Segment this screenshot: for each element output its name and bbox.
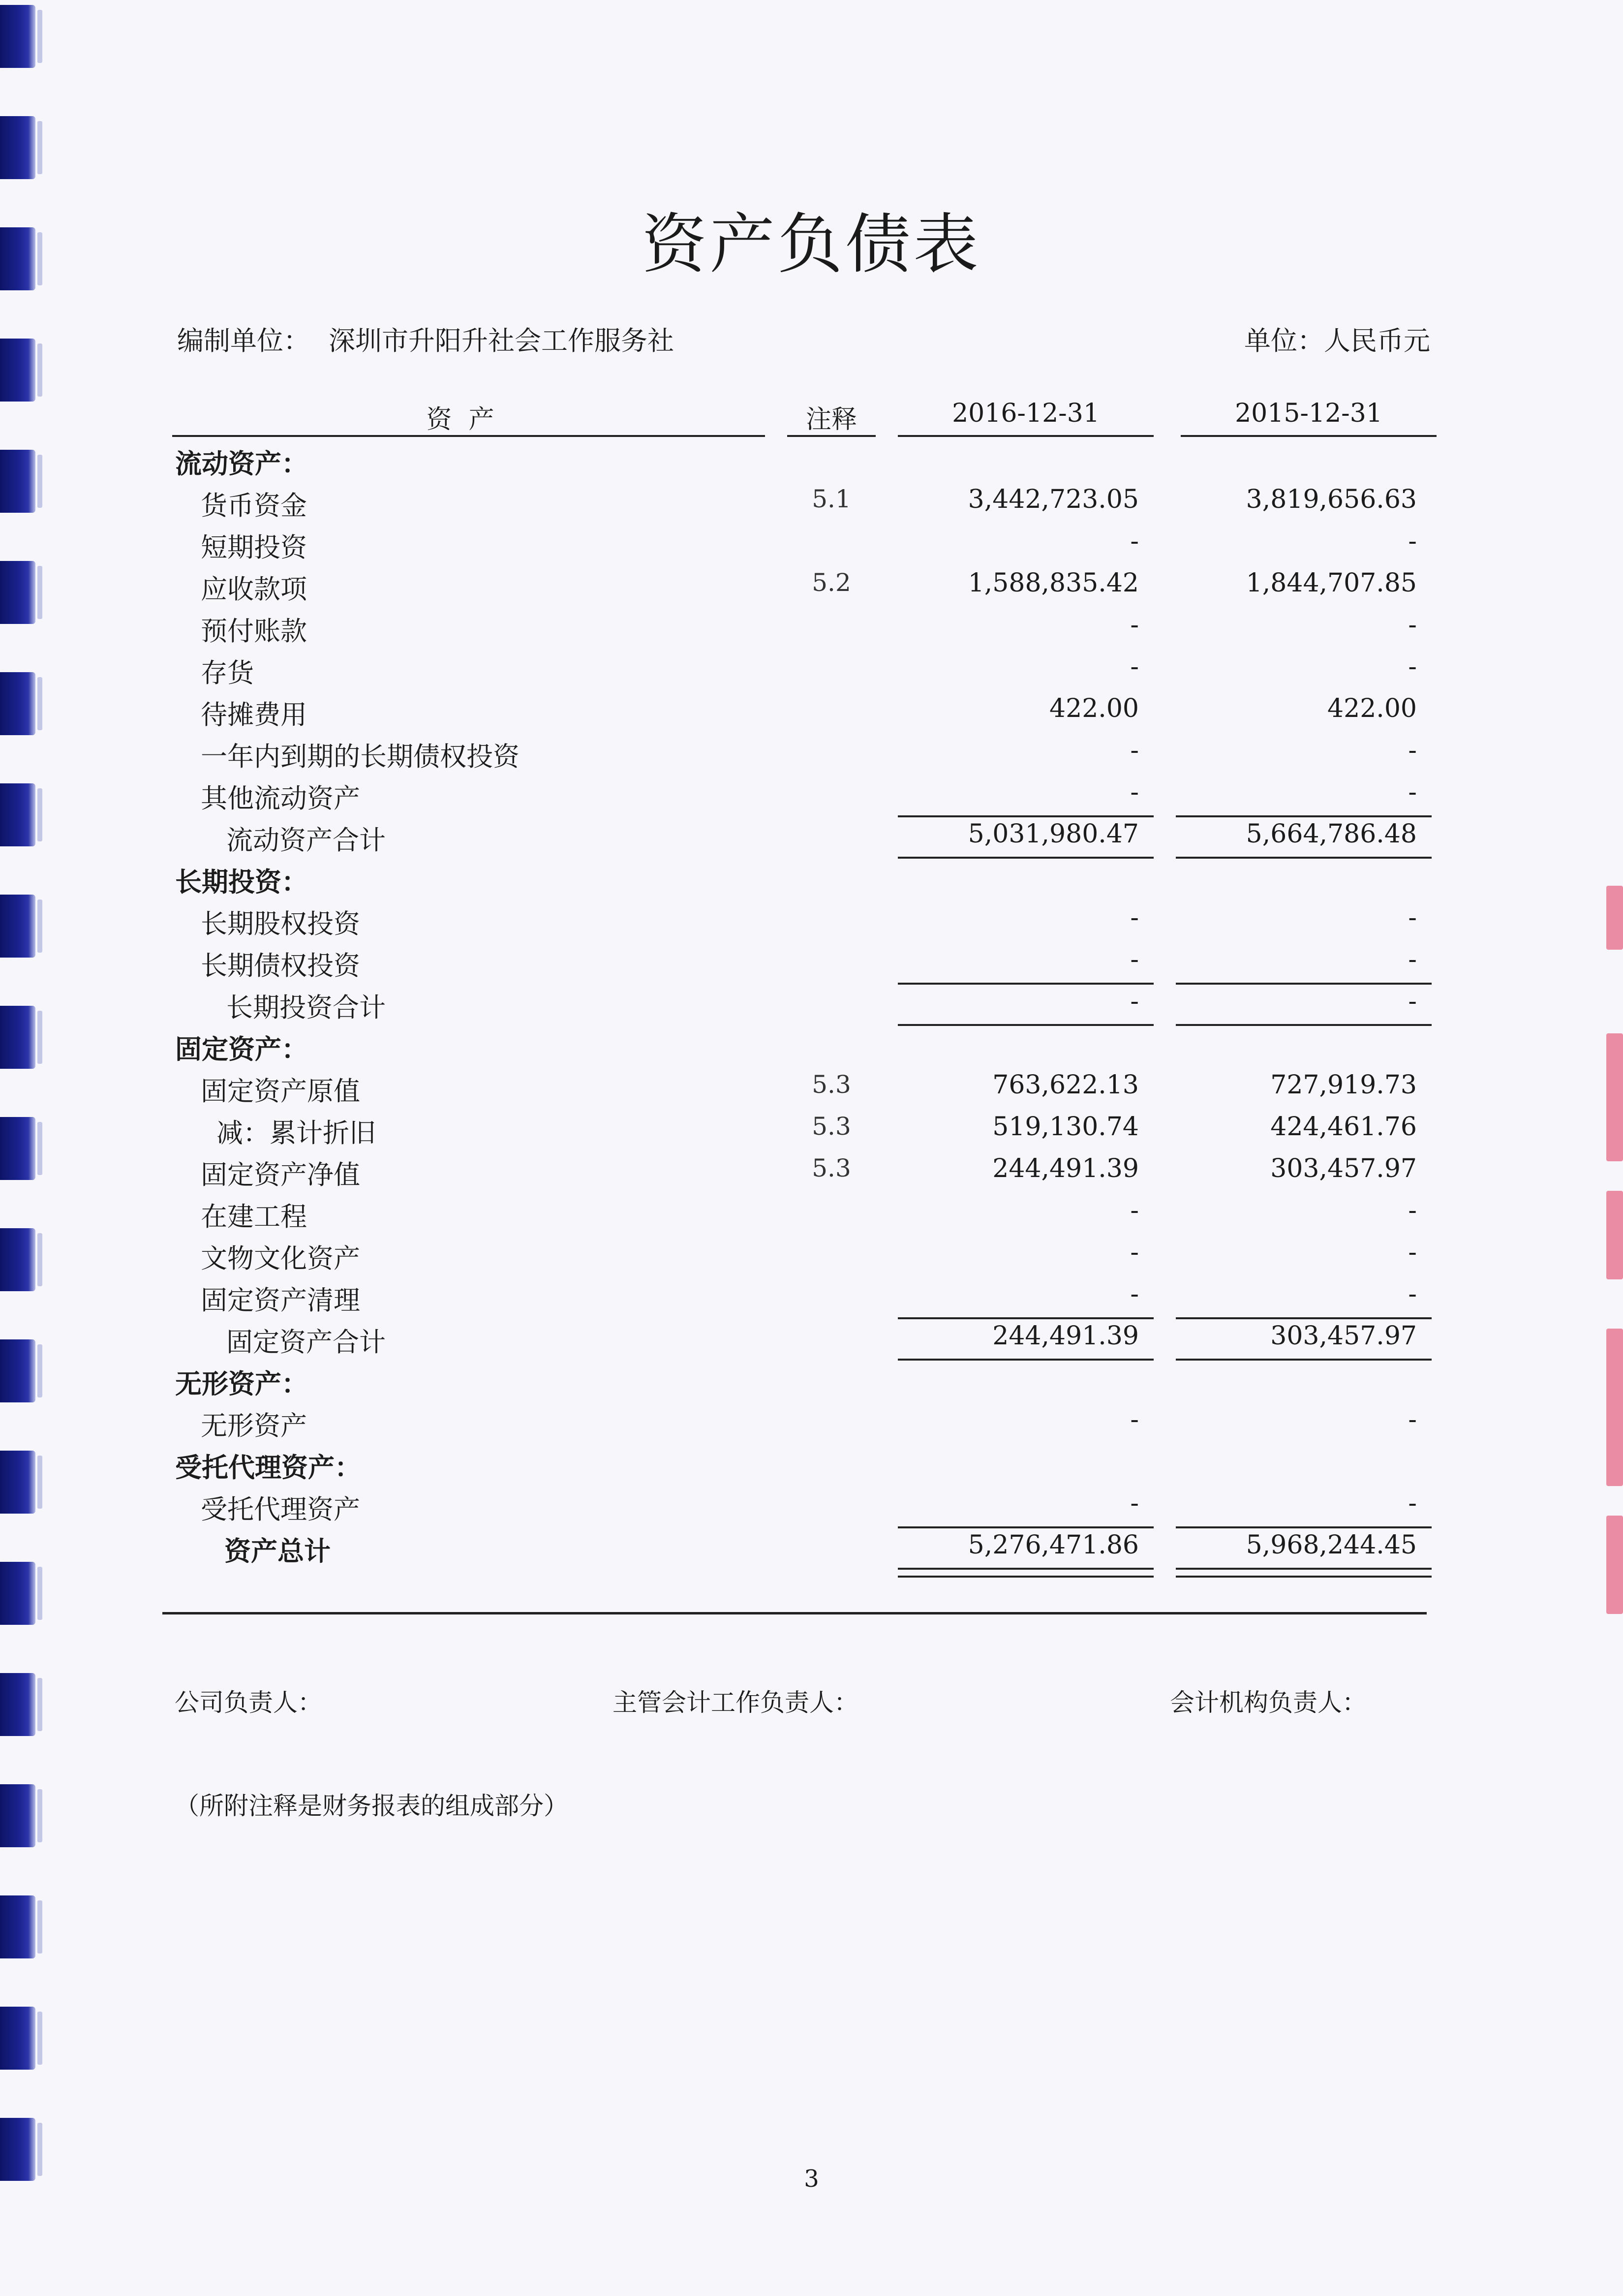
total-double-rule <box>1176 1568 1432 1578</box>
signature-accounting-head: 主管会计工作负责人： <box>612 1688 858 1717</box>
binding-hole <box>0 339 35 402</box>
section-heading: 流动资产： <box>175 448 308 479</box>
value-2015: - <box>1408 610 1417 640</box>
row-label: 短期投资 <box>201 532 307 563</box>
preparer-info <box>177 320 674 358</box>
value-2016: 5,276,471.86 <box>968 1530 1139 1560</box>
column-header-assets: 资产 <box>426 405 511 434</box>
row-note: 5.2 <box>812 568 851 597</box>
value-2015: - <box>1408 527 1417 556</box>
binding-hole <box>0 1562 35 1625</box>
row-note: 5.3 <box>812 1112 851 1141</box>
row-label: 固定资产原值 <box>201 1076 360 1107</box>
table-row <box>0 443 1623 482</box>
unit-value: 人民币元 <box>1324 325 1430 356</box>
currency-unit <box>1244 320 1430 358</box>
value-2016: - <box>1130 1196 1139 1225</box>
value-2016: - <box>1130 987 1139 1016</box>
table-row <box>0 1070 1623 1110</box>
row-label: 资产总计 <box>224 1535 331 1567</box>
value-2015: 303,457.97 <box>1270 1321 1417 1351</box>
value-2015: 424,461.76 <box>1270 1112 1417 1142</box>
value-2016: 422.00 <box>1049 694 1139 723</box>
value-2015: - <box>1408 777 1417 807</box>
table-row <box>0 819 1623 859</box>
table-row <box>0 527 1623 566</box>
binding-hole <box>0 1673 35 1736</box>
section-heading: 无形资产： <box>175 1368 308 1399</box>
row-note: 5.3 <box>812 1154 851 1182</box>
unit-label: 单位： <box>1244 325 1324 356</box>
row-label: 货币资金 <box>201 490 307 521</box>
row-label: 长期投资合计 <box>226 992 386 1023</box>
row-label: 长期股权投资 <box>201 908 360 939</box>
column-header-2016: 2016-12-31 <box>952 399 1100 428</box>
value-2016: - <box>1130 1279 1139 1309</box>
value-2016: 763,622.13 <box>992 1070 1139 1100</box>
subtotal-underline <box>898 1024 1154 1026</box>
value-2015: 1,844,707.85 <box>1246 568 1417 598</box>
value-2015: - <box>1408 903 1417 932</box>
table-row <box>0 568 1623 608</box>
subtotal-underline <box>1176 1359 1432 1361</box>
row-label: 一年内到期的长期债权投资 <box>201 741 520 772</box>
subtotal-rule <box>898 1526 1154 1528</box>
value-2016: 1,588,835.42 <box>968 568 1139 598</box>
value-2016: - <box>1130 652 1139 682</box>
value-2016: 5,031,980.47 <box>968 819 1139 849</box>
row-label: 无形资产 <box>201 1410 307 1441</box>
binding-hole <box>0 5 35 68</box>
row-note: 5.1 <box>812 485 851 513</box>
table-row <box>0 736 1623 775</box>
value-2015: 727,919.73 <box>1270 1070 1417 1100</box>
row-label: 其他流动资产 <box>201 783 360 814</box>
value-2016: 3,442,723.05 <box>968 485 1139 514</box>
footnote: （所附注释是财务报表的组成部分） <box>175 1792 568 1820</box>
value-2015: - <box>1408 987 1417 1016</box>
value-2016: - <box>1130 777 1139 807</box>
header-underline <box>172 435 765 437</box>
binding-hole <box>0 1895 35 1958</box>
value-2015: - <box>1408 652 1417 682</box>
table-row <box>0 1154 1623 1193</box>
row-label: 预付账款 <box>201 616 307 647</box>
subtotal-underline <box>898 857 1154 859</box>
value-2015: - <box>1408 736 1417 765</box>
table-row <box>0 485 1623 524</box>
table-row <box>0 1196 1623 1235</box>
preparer-label: 编制单位： <box>177 325 310 356</box>
value-2016: 244,491.39 <box>992 1154 1139 1183</box>
binding-hole <box>0 116 35 179</box>
row-label: 在建工程 <box>201 1201 307 1232</box>
table-row <box>0 1489 1623 1528</box>
preparer-name: 深圳市升阳升社会工作服务社 <box>329 325 674 356</box>
value-2015: - <box>1408 1489 1417 1518</box>
column-header-note: 注释 <box>805 405 857 434</box>
value-2016: 519,130.74 <box>992 1112 1139 1142</box>
value-2015: 5,664,786.48 <box>1246 819 1417 849</box>
subtotal-underline <box>898 1359 1154 1361</box>
section-heading: 长期投资： <box>175 866 308 898</box>
header-underline <box>1181 435 1437 437</box>
value-2016: - <box>1130 1489 1139 1518</box>
value-2016: - <box>1130 527 1139 556</box>
value-2015: 5,968,244.45 <box>1246 1530 1417 1560</box>
table-row <box>0 1363 1623 1402</box>
table-row <box>0 1028 1623 1068</box>
value-2015: - <box>1408 1196 1417 1225</box>
table-row <box>0 1238 1623 1277</box>
value-2015: - <box>1408 1238 1417 1267</box>
value-2015: 3,819,656.63 <box>1246 485 1417 514</box>
subtotal-rule <box>898 983 1154 985</box>
value-2015: - <box>1408 945 1417 974</box>
table-row <box>0 1321 1623 1361</box>
signature-accounting-dept-head: 会计机构负责人： <box>1170 1688 1367 1717</box>
table-row <box>0 1279 1623 1319</box>
table-row <box>0 652 1623 691</box>
row-label: 长期债权投资 <box>201 950 360 981</box>
table-row <box>0 1447 1623 1486</box>
subtotal-underline <box>1176 1024 1432 1026</box>
value-2015: - <box>1408 1405 1417 1434</box>
header-underline <box>898 435 1154 437</box>
subtotal-rule <box>1176 1317 1432 1319</box>
row-note: 5.3 <box>812 1070 851 1099</box>
table-row <box>0 694 1623 733</box>
row-label: 固定资产合计 <box>226 1327 386 1358</box>
value-2016: - <box>1130 903 1139 932</box>
page-number: 3 <box>804 2165 819 2193</box>
value-2016: - <box>1130 945 1139 974</box>
table-row <box>0 945 1623 984</box>
value-2016: - <box>1130 1238 1139 1267</box>
signature-company-head: 公司负责人： <box>175 1688 322 1717</box>
table-row <box>0 903 1623 942</box>
page-title: 资产负债表 <box>642 207 981 282</box>
table-row <box>0 610 1623 650</box>
value-2016: - <box>1130 1405 1139 1434</box>
total-double-rule <box>898 1568 1154 1578</box>
value-2016: 244,491.39 <box>992 1321 1139 1351</box>
table-end-rule <box>162 1612 1427 1614</box>
binding-hole <box>0 2007 35 2070</box>
value-2016: - <box>1130 736 1139 765</box>
row-label: 受托代理资产 <box>201 1494 360 1525</box>
row-label: 固定资产净值 <box>201 1159 360 1190</box>
section-heading: 固定资产： <box>175 1033 308 1065</box>
value-2015: - <box>1408 1279 1417 1309</box>
subtotal-rule <box>1176 1526 1432 1528</box>
row-label: 文物文化资产 <box>201 1243 360 1274</box>
table-row <box>0 987 1623 1026</box>
table-row <box>0 861 1623 900</box>
row-label: 存货 <box>201 657 254 688</box>
value-2015: 422.00 <box>1327 694 1417 723</box>
value-2016: - <box>1130 610 1139 640</box>
section-heading: 受托代理资产： <box>175 1452 361 1483</box>
column-header-2015: 2015-12-31 <box>1235 399 1382 428</box>
subtotal-underline <box>1176 857 1432 859</box>
table-row <box>0 1530 1623 1570</box>
row-label: 应收款项 <box>201 574 307 605</box>
row-label: 固定资产清理 <box>201 1285 360 1316</box>
value-2015: 303,457.97 <box>1270 1154 1417 1183</box>
table-row <box>0 1112 1623 1151</box>
row-label: 减：累计折旧 <box>216 1117 376 1148</box>
binding-hole <box>0 1784 35 1847</box>
table-row <box>0 777 1623 817</box>
row-label: 流动资产合计 <box>226 825 386 856</box>
subtotal-rule <box>1176 983 1432 985</box>
row-label: 待摊费用 <box>201 699 307 730</box>
header-underline <box>787 435 876 437</box>
subtotal-rule <box>898 1317 1154 1319</box>
subtotal-rule <box>1176 815 1432 817</box>
subtotal-rule <box>898 815 1154 817</box>
table-row <box>0 1405 1623 1444</box>
